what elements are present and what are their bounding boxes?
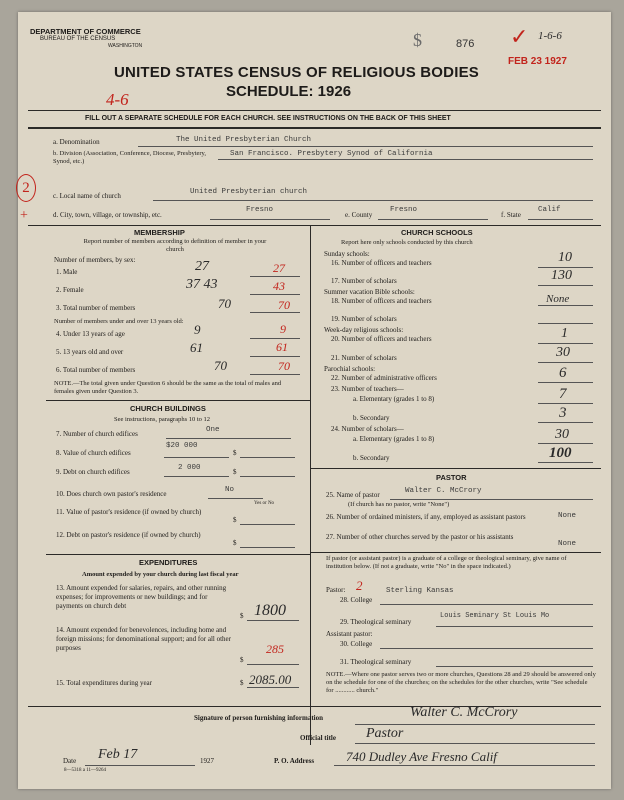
date-label: Date [63, 757, 77, 765]
local-name-label: c. Local name of church [53, 192, 121, 200]
q27-label: 27. Number of other churches served by the pastor or his assistants [326, 533, 514, 541]
membership-intro: Report number of members according to definition of member in your church [83, 238, 267, 253]
q2-handwritten: 37 43 [186, 277, 218, 292]
census-schedule-sheet: DEPARTMENT OF COMMERCE BUREAU OF THE CENSUS WASHINGTON $ 876 ✓ 1-6-6 FEB 23 1927 UNITED STATES CENSUS OF RELIGIOUS BODIES SCHEDULE: 1926 4-6 FILL OUT A SEPARATE SCHEDULE FOR EACH CHURCH. SEE INSTRUCTIONS ON THE BACK OF THIS SHEET 2 + a. Denomination The United Presbyterian Church b. Division (Association, Conference, Diocese, Presbytery, Synod, etc.) San Francisco. Presbytery Synod of California c. Local name of church United Presbyterian church d. City, town, village, or township, etc. Fresno e. County Fresno f. State Calif MEMBERSHIP Report number of members according to definition of member in your church Number of members, by sex: 1. Male 27 27 2. Female 37 43 43 3. Total number of members 70 70 Number of members under and over 13 years old: 4. Under 13 years of age 9 9 5. 13 years old and over 61 61 6. Total number of members 70 70 NOTE.—The total given under Question 6 should be the same as the total of males and females given under Question 3. CHURCH BUILDINGS See instructions, paragraphs 10 to 12 7. Number of church edifices One 8. Value of church edifices $20 000 $ 9. Debt on church edifices 2 000 $ 10. Does church own pastor's residence No Yes or No 11. Value of pastor's residence (if owned by church) $ 12. Debt on pastor's residence (if owned by church) $ EXPENDITURES Amount expended by your church during last fiscal year 13. Amount expended for salaries, repairs, and other running expenses; for improvements or new buildings; and for payments on church debt $ 1800 14. Amount expended for benevolences, including home and foreign missions; for denominational support; and for all other purposes $ 285 15. Total expenditures during year $ 2085.00 CHURCH SCHOOLS Report here only schools conducted by this church Sunday schools: 16. Number of officers and teachers 10 17. Number of scholars 130 Summer vacation Bible schools: 18. Number of officers and teachers None 19. Number of scholars Week-day religious schools: 20. Number of officers and teachers 1 21. Number of scholars 30 Parochial schools: 22. Number of administrative officers 6 23. Number of teachers— a. Elementary (grades 1 to 8) 7 b. Secondary 3 24. Number of scholars— a. Elementary (grades 1 to 8) 30 b. Secondary 100 PASTOR 25. Name of pastor Walter C. McCrory (If church has no pastor, write "None") 26. Number of ordained ministers, if any, employed as assistant pastors None 27. Number of other churches served by the pastor or his assistants None If pastor (or assistant pastor) is a graduate of a college or theological seminary, give name of institution below. (If not a graduate, write "No" in the space indicated.) Pastor: 2 28. College Sterling Kansas 29. Theological seminary Louis Seminary St Louis Mo Assistant pastor: 30. College 31. Theological seminary NOTE.—Where one pastor serves two or more churches, Questions 28 and 29 should be answered only on the schedule for one of the churches; on the schedules for the other churches, write "See schedule for ............ church." Signature of person furnishing information Walter C. McCrory Official title Pastor Date Feb 17 1927 P. O. Address 740 Dudley Ave Fresno Calif 8—5318 a 11—9264 [18, 12, 611, 789]
q1-label: 1. Male [56, 268, 78, 276]
q24b-value: 100 [549, 445, 572, 461]
received-date-stamp: FEB 23 1927 [508, 56, 567, 67]
city-name: WASHINGTON [108, 43, 143, 49]
official-title-label: Official title [300, 734, 336, 742]
q24a-value: 30 [555, 427, 569, 442]
plus-mark: + [20, 208, 28, 223]
q3-value: 70 [278, 298, 290, 312]
q23b-label: b. Secondary [353, 414, 390, 422]
q29-value: Louis Seminary St Louis Mo [440, 612, 550, 620]
q6-label: 6. Total number of members [56, 366, 136, 374]
q21-value: 30 [556, 345, 570, 360]
q30-label: 30. College [340, 640, 373, 648]
address-value: 740 Dudley Ave Fresno Calif [346, 749, 497, 764]
q7-value: One [206, 426, 220, 434]
expenditures-title: EXPENDITURES [139, 558, 198, 567]
q23a-value: 7 [559, 386, 567, 402]
q23-label: 23. Number of teachers— [331, 385, 404, 393]
q16-label: 16. Number of officers and teachers [331, 259, 432, 267]
q5-handwritten: 61 [190, 340, 203, 355]
form-title: UNITED STATES CENSUS OF RELIGIOUS BODIES [114, 64, 479, 81]
q18-value: None [546, 293, 570, 305]
q25-sub: (If church has no pastor, write "None") [348, 501, 450, 508]
division-label: b. Division (Association, Conference, Diocese, Presbytery, Synod, etc.) [53, 150, 207, 165]
q23b-value: 3 [559, 405, 567, 421]
signature-value: Walter C. McCrory [410, 705, 518, 720]
q8-value: $20 000 [166, 442, 198, 450]
expenditures-sub: Amount expended by your church during last fiscal year [82, 571, 239, 578]
q10-value: No [225, 486, 235, 494]
city-label: d. City, town, village, or township, etc. [53, 211, 162, 219]
q4-handwritten: 9 [194, 322, 201, 337]
local-name-value: United Presbyterian church [190, 188, 308, 196]
serial-symbol: $ [413, 30, 422, 50]
instruction-line: FILL OUT A SEPARATE SCHEDULE FOR EACH CHURCH. SEE INSTRUCTIONS ON THE BACK OF THIS SHEET [85, 115, 451, 122]
summer-label: Summer vacation Bible schools: [324, 288, 415, 296]
q18-label: 18. Number of officers and teachers [331, 297, 432, 305]
circled-mark: 2 [16, 174, 36, 202]
q13-value: 1800 [254, 602, 286, 619]
city-value: Fresno [246, 206, 274, 214]
q6-handwritten: 70 [214, 358, 227, 373]
q19-label: 19. Number of scholars [331, 315, 397, 323]
q5-value: 61 [276, 340, 288, 354]
age-label: Number of members under and over 13 years old: [54, 318, 184, 325]
q9-value: 2 000 [178, 464, 201, 472]
q15-label: 15. Total expenditures during year [56, 679, 152, 687]
buildings-sub: See instructions, paragraphs 10 to 12 [114, 416, 211, 423]
q31-label: 31. Theological seminary [340, 658, 412, 666]
q12-label: 12. Debt on pastor's residence (if owned by church) [56, 531, 201, 539]
q6-value: 70 [278, 359, 290, 373]
county-value: Fresno [390, 206, 418, 214]
schools-title: CHURCH SCHOOLS [401, 228, 473, 237]
q4-label: 4. Under 13 years of age [56, 330, 125, 338]
parochial-label: Parochial schools: [324, 365, 376, 373]
pastor-note: NOTE.—Where one pastor serves two or more churches, Questions 28 and 29 should be answered only on the schedule for one of the churches; on the schedules for the other churches, write "See schedule for ............ church." [326, 671, 596, 694]
address-label: P. O. Address [274, 757, 315, 765]
pastor-subhead: Pastor: [326, 586, 346, 594]
state-value: Calif [538, 206, 561, 214]
schedule-title: SCHEDULE: 1926 [226, 83, 352, 100]
county-label: e. County [345, 211, 373, 219]
department-name: DEPARTMENT OF COMMERCE [30, 27, 141, 36]
graduate-note: If pastor (or assistant pastor) is a graduate of a college or theological seminary, give name of institution below. (If not a graduate, write "No" in the space indicated.) [326, 555, 567, 570]
q10-label: 10. Does church own pastor's residence [56, 490, 167, 498]
q8-label: 8. Value of church edifices [56, 449, 131, 457]
form-number: 8—5318 a 11—9264 [64, 768, 107, 773]
q1-handwritten: 27 [195, 259, 209, 274]
q4-value: 9 [280, 322, 286, 336]
q14-label: 14. Amount expended for benevolences, including home and foreign missions; for denominational support; and for all other purposes [56, 626, 231, 652]
q20-value: 1 [561, 326, 568, 341]
denomination-value: The United Presbyterian Church [176, 136, 312, 144]
buildings-title: CHURCH BUILDINGS [130, 404, 206, 413]
denomination-label: a. Denomination [53, 138, 100, 146]
q1-value: 27 [273, 261, 285, 275]
date-value: Feb 17 [98, 747, 138, 762]
q20-label: 20. Number of officers and teachers [331, 335, 432, 343]
official-title-value: Pastor [366, 726, 404, 741]
bureau-name: BUREAU OF THE CENSUS [40, 36, 116, 42]
q22-label: 22. Number of administrative officers [331, 374, 437, 382]
membership-title: MEMBERSHIP [134, 228, 185, 237]
q3-handwritten: 70 [218, 296, 231, 311]
membership-note: NOTE.—The total given under Question 6 should be the same as the total of males and females given under Question 3. [54, 380, 282, 395]
q13-label: 13. Amount expended for salaries, repairs, and other running expenses; for improvements or new buildings; and for payments on church debt [56, 584, 227, 610]
sunday-label: Sunday schools: [324, 250, 370, 258]
q27-value: None [558, 540, 577, 548]
pastor-red-mark: 2 [356, 578, 363, 593]
q25-label: 25. Name of pastor [326, 491, 380, 499]
q24b-label: b. Secondary [353, 454, 390, 462]
assistant-subhead: Assistant pastor: [326, 630, 373, 638]
red-checkmark: ✓ [510, 24, 529, 49]
q2-value: 43 [273, 279, 285, 293]
q17-label: 17. Number of scholars [331, 277, 397, 285]
pastor-title: PASTOR [436, 473, 467, 482]
q9-label: 9. Debt on church edifices [56, 468, 130, 476]
signature-label: Signature of person furnishing information [194, 714, 323, 722]
margin-note-red: 4-6 [106, 90, 129, 109]
schools-intro: Report here only schools conducted by this church [341, 239, 473, 246]
q26-label: 26. Number of ordained ministers, if any, employed as assistant pastors [326, 513, 526, 521]
q23a-label: a. Elementary (grades 1 to 8) [353, 395, 435, 403]
q16-value: 10 [558, 250, 572, 265]
weekday-label: Week-day religious schools: [324, 326, 404, 334]
q29-label: 29. Theological seminary [340, 618, 412, 626]
q28-label: 28. College [340, 596, 373, 604]
q21-label: 21. Number of scholars [331, 354, 397, 362]
division-value: San Francisco. Presbytery Synod of California [230, 150, 433, 158]
q14-value: 285 [266, 642, 284, 656]
q24a-label: a. Elementary (grades 1 to 8) [353, 435, 435, 443]
q28-value: Sterling Kansas [386, 587, 454, 595]
serial-number: 876 [456, 38, 475, 50]
date-year: 1927 [200, 757, 214, 765]
q7-label: 7. Number of church edifices [56, 430, 138, 438]
q11-label: 11. Value of pastor's residence (if owned by church) [56, 508, 202, 516]
pastor-name-value: Walter C. McCrory [405, 487, 482, 495]
q5-label: 5. 13 years old and over [56, 348, 124, 356]
corner-note: 1-6-6 [538, 30, 562, 42]
q24-label: 24. Number of scholars— [331, 425, 404, 433]
q26-value: None [558, 512, 577, 520]
by-sex-label: Number of members, by sex: [54, 256, 136, 264]
q3-label: 3. Total number of members [56, 304, 136, 312]
q17-value: 130 [551, 268, 572, 283]
q22-value: 6 [559, 365, 567, 381]
q15-value: 2085.00 [249, 672, 292, 687]
yes-no-hint: Yes or No [254, 501, 275, 506]
state-label: f. State [501, 211, 521, 219]
q2-label: 2. Female [56, 286, 84, 294]
